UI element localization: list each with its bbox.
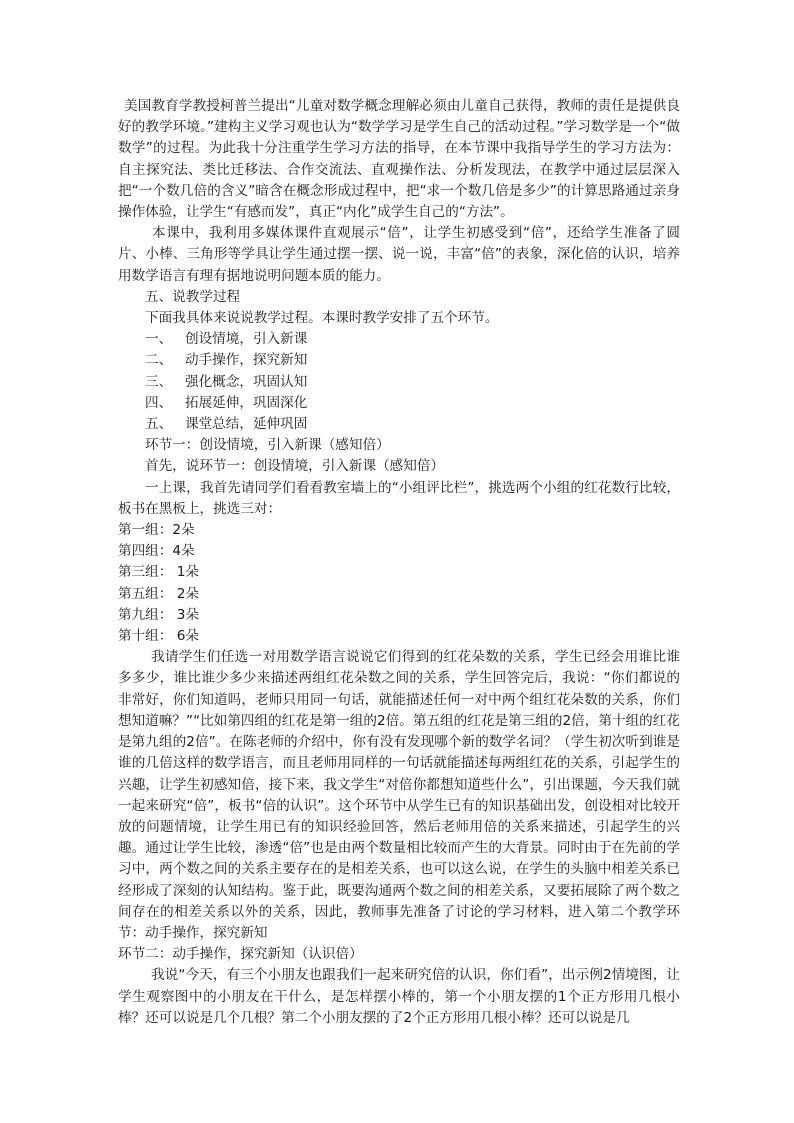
group-row: [118, 605, 680, 626]
group-row: [118, 562, 680, 583]
group-name: 第一组：: [118, 522, 173, 539]
step-item: [118, 350, 680, 371]
step-item: [118, 414, 680, 435]
intro-paragraph-2: 本课中，我利用多媒体课件直观展示“倍”，让学生初感受到“倍”，还给学生准备了圆片、小棒、三角形等学具让学生通过摆一摆、说一说，丰富“倍”的表象，深化倍的认识，培养用数学语言有理有据地说明问题本质的能力。: [118, 225, 680, 284]
group-name: 第五组：: [118, 585, 173, 602]
step-number: 三、: [145, 373, 173, 390]
steps-list: [118, 329, 680, 435]
section-lead: 下面我具体来说说教学过程。本课时教学安排了五个环节。: [145, 310, 499, 327]
group-row: [118, 541, 680, 562]
group-value: 1朵: [172, 564, 199, 581]
group-value: 2朵: [172, 585, 199, 602]
step-item: [118, 393, 680, 414]
step-text: 创设情境，引入新课: [185, 331, 308, 348]
step-number: 四、: [145, 394, 173, 411]
group-name: 第三组：: [118, 564, 173, 581]
group-row: [118, 584, 680, 605]
link1-paragraph-1: 一上课，我首先请同学们看看教室墙上的“小组评比栏”，挑选两个小组的红花数行比较，板书在黑板上，挑选三对：: [118, 479, 680, 517]
group-row: [118, 626, 680, 647]
step-text: 动手操作，探究新知: [185, 352, 308, 369]
step-text: 强化概念，巩固认知: [185, 373, 308, 390]
group-name: 第十组：: [118, 628, 173, 645]
link1-paragraph-2: 我请学生们任选一对用数学语言说说它们得到的红花朵数的关系，学生已经会用谁比谁多多少，谁比谁少多少来描述两组红花朵数之间的关系，学生回答完后，我说：“你们都说的非常好，你们知道吗，老师只用同一句话，就能描述任何一对中两个组红花朵数的关系，你们想知道嘛？”“比如第四组的红花是第一组的2倍。第五组的红花是第三组的2倍，第十组的红花是第九组的2倍”。在陈老师的介绍中，你有没有发现哪个新的数学名词？（学生初次听到谁是谁的几倍这样的数学语言，而且老师用同样的一句话就能描述每两组红花的关系，引起学生的兴趣，让学生初感知倍，接下来，我文学生“对倍你都想知道些什么”，引出课题，今天我们就一起来研究“倍”，板书“倍的认识”。这个环节中从学生已有的知识基础出发，创设相对比较开放的问题情境，让学生用已有的知识经验回答，然后老师用倍的关系来描述，引起学生的兴趣。通过让学生比较，渗透“倍”也是由两个数量相比较而产生的大背景。同时由于在先前的学习中，两个数之间的关系主要存在的是相差关系，也可以这么说，在学生的头脑中相差关系已经形成了深刻的认知结构。鉴于此，既要沟通两个数之间的相差关系，又要拓展除了两个数之间存在的相差关系以外的关系，因此，教师事先准备了讨论的学习材料，进入第二个教学环节：动手操作，探究新知: [118, 649, 680, 941]
step-text: 课堂总结，延伸巩固: [185, 416, 308, 433]
section-heading: 五、说教学过程: [145, 288, 241, 305]
step-item: [118, 372, 680, 393]
group-row: [118, 520, 680, 541]
group-value: 4朵: [172, 543, 195, 560]
group-list: [118, 520, 680, 647]
document-page: [118, 96, 680, 1029]
group-value: 6朵: [172, 628, 199, 645]
link2-title: 环节二：动手操作，探究新知（认识倍）: [118, 946, 363, 963]
step-item: [118, 329, 680, 350]
group-name: 第九组：: [118, 606, 173, 623]
link2-paragraph-1: 我说“今天，有三个小朋友也跟我们一起来研究倍的认识，你们看”，出示例2情境图，让学生观察图中的小朋友在干什么，是怎样摆小棒的，第一个小朋友摆的1个正方形用几根小棒？还可以说是几个几根？第二个小朋友摆的了2个正方形用几根小棒？还可以说是几: [118, 967, 680, 1026]
group-value: 2朵: [172, 522, 195, 539]
step-number: 五、: [145, 416, 173, 433]
group-value: 3朵: [172, 606, 199, 623]
step-number: 二、: [145, 352, 173, 369]
step-text: 拓展延伸，巩固深化: [185, 394, 308, 411]
link1-first: 首先，说环节一：创设情境，引入新课（感知倍）: [145, 458, 445, 475]
step-number: 一、: [145, 331, 173, 348]
intro-paragraph-1: 美国教育学教授柯普兰提出“儿童对数学概念理解必须由儿童自己获得，教师的责任是提供良好的教学环境。”建构主义学习观也认为“数学学习是学生自己的活动过程。”学习数学是一个“做数学”的过程。为此我十分注重学生学习方法的指导，在本节课中我指导学生的学习方法为：自主探究法、类比迁移法、合作交流法、直观操作法、分析发现法，在教学中通过层层深入把“一个数几倍的含义”暗含在概念形成过程中，把“求一个数几倍是多少”的计算思路通过亲身操作体验，让学生“有感而发”，真正“内化”成学生自己的“方法”。: [118, 98, 680, 221]
link1-title: 环节一：创设情境，引入新课（感知倍）: [145, 437, 390, 454]
group-name: 第四组：: [118, 543, 173, 560]
